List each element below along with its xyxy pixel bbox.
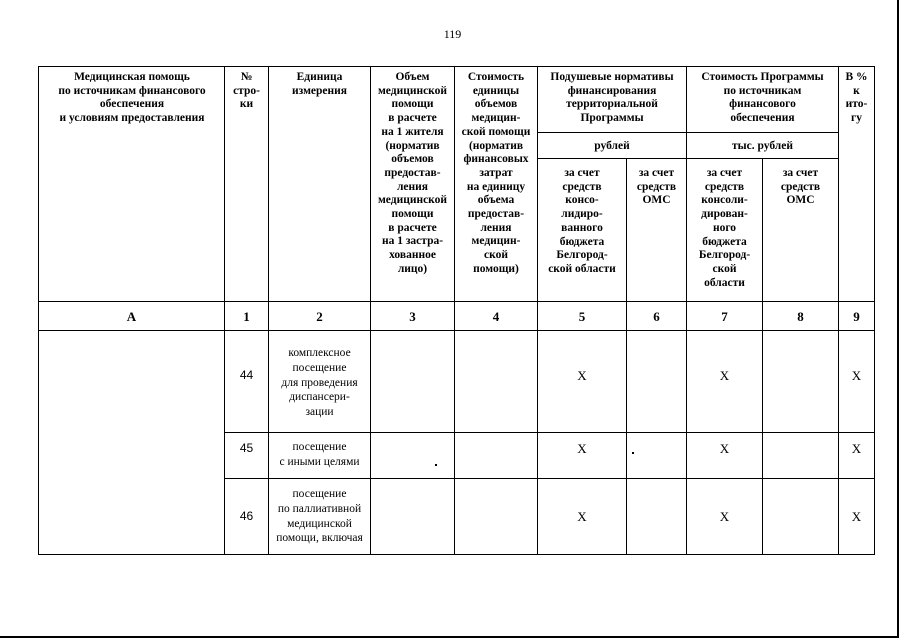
- header-col-5: за счет средств консо- лидиро- ванного бюджета Белгород- ской области: [548, 167, 616, 275]
- table-row-unit: посещение по паллиативной медицинской помощи, включая: [276, 488, 363, 545]
- table-row-unit: посещение с иными целями: [279, 441, 360, 468]
- header-group-7-8: Стоимость Программы по источникам финансового обеспечения: [701, 71, 824, 125]
- header-col-7: за счет средств консоли- дирован- ного бюджета Белгород- ской области: [698, 167, 751, 289]
- rule: [38, 554, 875, 555]
- header-col-3: Объем медицинской помощи в расчете на 1 жителя (норматив объемов предостав- ления медицинской помощи в расчете на 1 застра- хованное лицо): [377, 71, 448, 275]
- table-row-col7-mark: Х: [719, 509, 730, 524]
- col-number-1: 1: [243, 309, 250, 324]
- header-group-5-6-unit: рублей: [594, 140, 630, 152]
- rule: [38, 330, 875, 331]
- col-number-4: 4: [492, 309, 500, 324]
- rule: [38, 301, 875, 302]
- header-col-9: В % к ито- гу: [845, 71, 868, 125]
- table-row-col7-mark: Х: [719, 441, 730, 456]
- col-number-5: 5: [578, 309, 586, 324]
- table-row-col5-mark: Х: [577, 441, 587, 456]
- rule: [537, 132, 838, 133]
- page-number: 119: [443, 27, 462, 41]
- table-row-line-number: 46: [239, 509, 254, 523]
- rule: [626, 158, 627, 555]
- col-number-a: А: [126, 309, 137, 324]
- col-number-3: 3: [409, 309, 416, 324]
- table-row-line-number: 45: [239, 441, 254, 455]
- col-number-8: 8: [797, 309, 804, 324]
- rule: [224, 478, 875, 479]
- table-row-unit: комплексное посещение для проведения диспансери- зации: [281, 347, 358, 419]
- col-number-2: 2: [316, 309, 323, 324]
- header-col-8: за счет средств ОМС: [780, 167, 821, 207]
- rule: [762, 158, 763, 555]
- rule: [537, 158, 838, 159]
- table-row-col9-mark: Х: [851, 441, 862, 456]
- table-row-line-number: 44: [239, 368, 254, 382]
- header-col-6: за счет средств ОМС: [636, 167, 677, 207]
- table-row-col5-mark: Х: [577, 368, 587, 383]
- table-row-col5-mark: Х: [577, 509, 587, 524]
- table-row-col9-mark: Х: [851, 368, 862, 383]
- table-row-col7-mark: Х: [719, 368, 730, 383]
- header-group-7-8-unit: тыс. рублей: [732, 140, 793, 152]
- header-col-2: Единица измерения: [292, 71, 347, 97]
- header-group-5-6: Подушевые нормативы финансирования территориальной Программы: [550, 71, 674, 125]
- scan-speck: [435, 464, 437, 466]
- rule: [874, 66, 875, 555]
- header-col-4: Стоимость единицы объемов медицин- ской помощи (норматив финансовых затрат на единицу объема предостав- ления медицин- ской помощи): [461, 71, 531, 275]
- col-number-6: 6: [653, 309, 660, 324]
- rule: [38, 66, 875, 67]
- header-col-a: Медицинская помощь по источникам финансового обеспечения и условиям предоставления: [58, 71, 206, 125]
- rule: [224, 432, 875, 433]
- col-number-9: 9: [853, 309, 860, 324]
- table-row-col9-mark: Х: [851, 509, 862, 524]
- col-number-7: 7: [721, 309, 728, 324]
- scan-speck: [632, 452, 634, 454]
- header-col-1: № стро- ки: [233, 71, 260, 111]
